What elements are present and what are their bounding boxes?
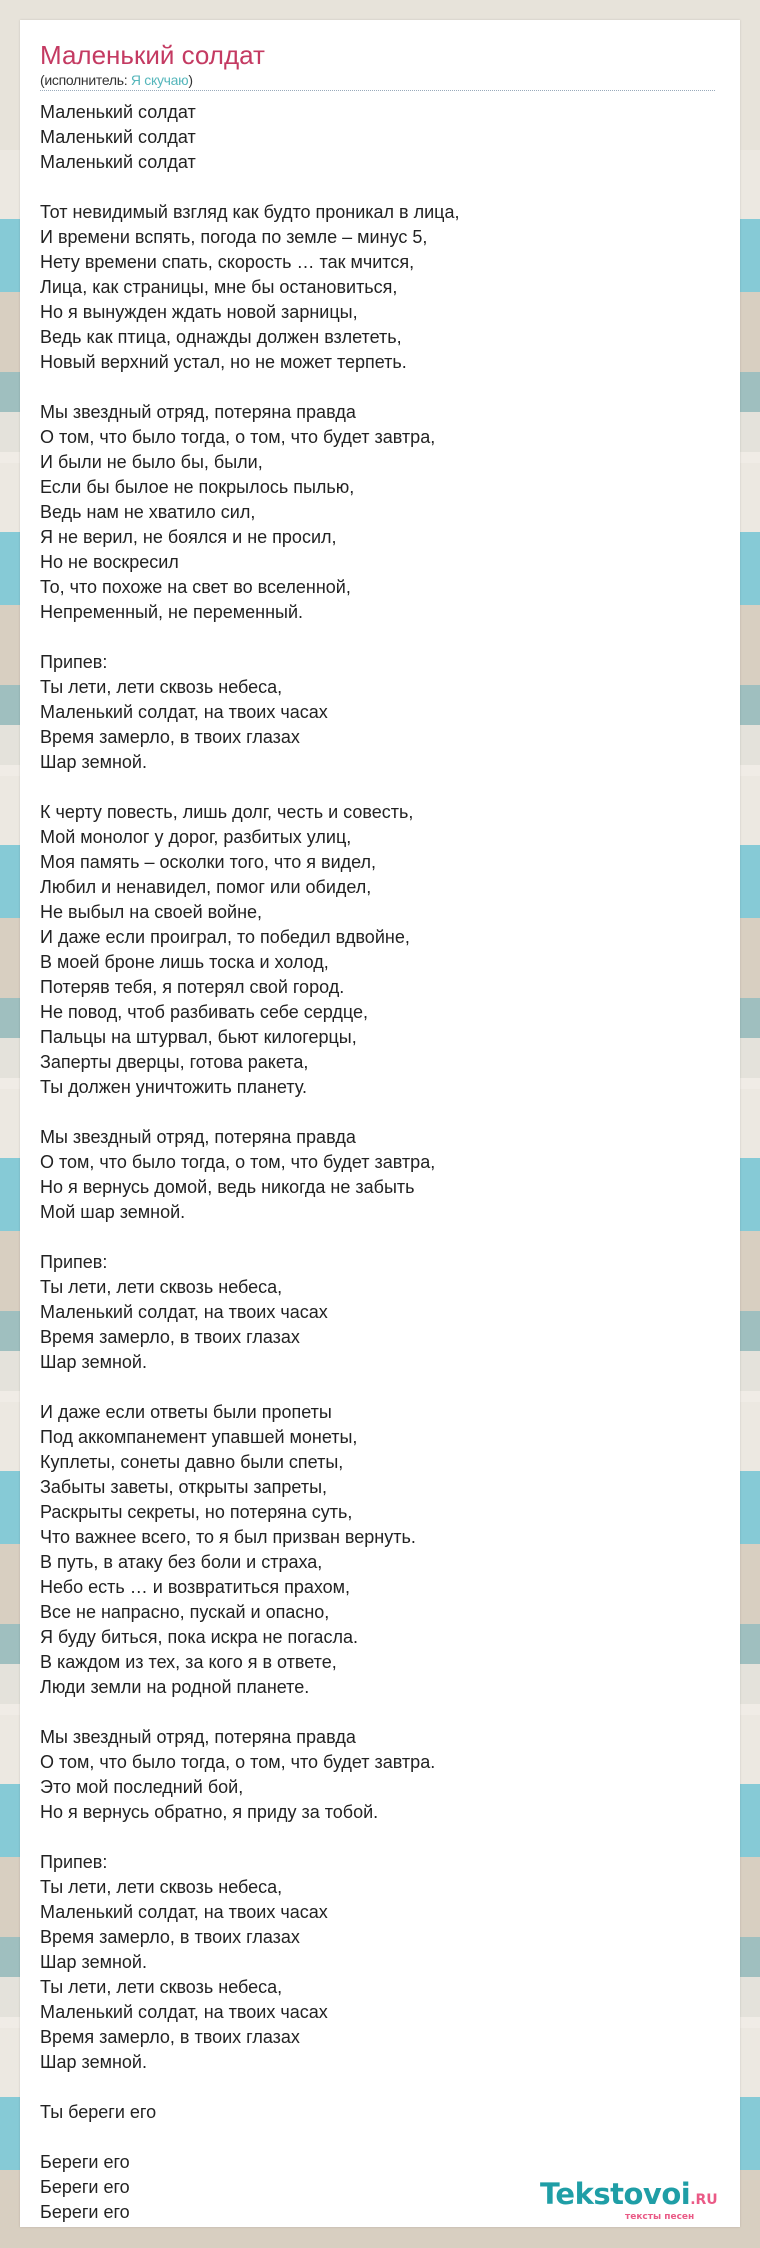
lyric-line: Маленький солдат (40, 102, 196, 122)
lyric-line: Время замерло, в твоих глазах (40, 727, 300, 747)
lyric-line: Ты лети, лети сквозь небеса, (40, 1277, 283, 1297)
lyric-line: Береги его (40, 2177, 130, 2197)
blank-line (40, 775, 460, 800)
lyric-line: Но я вынужден ждать новой зарницы, (40, 302, 358, 322)
lyric-line: Ты лети, лети сквозь небеса, (40, 1877, 283, 1897)
lyric-line: Люди земли на родной планете. (40, 1677, 310, 1697)
lyric-line: Не выбыл на своей войне, (40, 902, 263, 922)
blank-line (40, 175, 460, 200)
blank-line (40, 1225, 460, 1250)
lyric-line: Потеряв тебя, я потерял свой город. (40, 977, 345, 997)
lyric-line: Маленький солдат, на твоих часах (40, 2002, 328, 2022)
logo-wordmark: Tekstovoi (540, 2177, 691, 2211)
lyrics-text (40, 100, 460, 2225)
lyric-line: Но не воскресил (40, 552, 179, 572)
lyric-line: Не повод, чтоб разбивать себе сердце, (40, 1002, 368, 1022)
lyric-line: Мы звездный отряд, потеряна правда (40, 402, 356, 422)
lyric-line: Нету времени спать, скорость … так мчится, (40, 252, 415, 272)
lyric-line: Время замерло, в твоих глазах (40, 1927, 300, 1947)
lyric-line: Маленький солдат, на твоих часах (40, 702, 328, 722)
lyric-line: Я не верил, не боялся и не просил, (40, 527, 337, 547)
artist-line (40, 71, 193, 89)
lyric-line: Что важнее всего, то я был призван вернуть. (40, 1527, 416, 1547)
lyric-line: Под аккомпанемент упавшей монеты, (40, 1427, 358, 1447)
lyric-line: О том, что было тогда, о том, что будет завтра, (40, 1152, 436, 1172)
lyric-line: Небо есть … и возвратиться прахом, (40, 1577, 351, 1597)
lyric-line: Заперты дверцы, готова ракета, (40, 1052, 309, 1072)
lyric-line: Припев: (40, 652, 108, 672)
artist-suffix: ) (188, 72, 193, 88)
blank-line (40, 1825, 460, 1850)
lyric-line: Ты лети, лети сквозь небеса, (40, 677, 283, 697)
lyric-line: И даже если проиграл, то победил вдвойне, (40, 927, 410, 947)
lyric-line: Ты лети, лети сквозь небеса, (40, 1977, 283, 1997)
lyric-line: Тот невидимый взгляд как будто проникал в лица, (40, 202, 460, 222)
lyric-line: Шар земной. (40, 2052, 147, 2072)
blank-line (40, 2075, 460, 2100)
lyric-line: Маленький солдат, на твоих часах (40, 1902, 328, 1922)
lyric-line: Если бы былое не покрылось пылью, (40, 477, 355, 497)
lyric-line: Новый верхний устал, но не может терпеть. (40, 352, 407, 372)
lyric-line: Ты береги его (40, 2102, 157, 2122)
blank-line (40, 1700, 460, 1725)
lyric-line: Припев: (40, 1852, 108, 1872)
lyric-line: Маленький солдат, на твоих часах (40, 1302, 328, 1322)
lyric-line: В моей броне лишь тоска и холод, (40, 952, 329, 972)
lyric-line: Маленький солдат (40, 152, 196, 172)
lyric-line: Моя память – осколки того, что я видел, (40, 852, 377, 872)
lyric-line: О том, что было тогда, о том, что будет завтра, (40, 427, 436, 447)
lyric-line: Раскрыты секреты, но потеряна суть, (40, 1502, 353, 1522)
lyric-line: Время замерло, в твоих глазах (40, 1327, 300, 1347)
lyric-line: Ведь как птица, однажды должен взлететь, (40, 327, 402, 347)
lyric-line: Лица, как страницы, мне бы остановиться, (40, 277, 398, 297)
lyric-line: Береги его (40, 2202, 130, 2222)
lyric-line: Ты должен уничтожить планету. (40, 1077, 307, 1097)
lyrics-card (20, 20, 740, 2227)
lyric-line: Припев: (40, 1252, 108, 1272)
lyric-line: Шар земной. (40, 752, 147, 772)
blank-line (40, 1100, 460, 1125)
lyric-line: Но я вернусь домой, ведь никогда не забыть (40, 1177, 415, 1197)
lyric-line: Маленький солдат (40, 127, 196, 147)
blank-line (40, 375, 460, 400)
lyric-line: Пальцы на штурвал, бьют килогерцы, (40, 1027, 357, 1047)
lyric-line: Мой монолог у дорог, разбитых улиц, (40, 827, 352, 847)
lyric-line: Береги его (40, 2152, 130, 2172)
lyric-line: Время замерло, в твоих глазах (40, 2027, 300, 2047)
lyric-line: Это мой последний бой, (40, 1777, 244, 1797)
artist-prefix: (исполнитель: (40, 72, 131, 88)
lyric-line: И времени вспять, погода по земле – минус 5, (40, 227, 428, 247)
lyric-line: Ведь нам не хватило сил, (40, 502, 256, 522)
lyric-line: Мы звездный отряд, потеряна правда (40, 1127, 356, 1147)
lyric-line: Я буду биться, пока искра не погасла. (40, 1627, 358, 1647)
logo-tld: .RU (690, 2192, 718, 2208)
lyric-line: В путь, в атаку без боли и страха, (40, 1552, 323, 1572)
lyric-line: Все не напрасно, пускай и опасно, (40, 1602, 330, 1622)
lyric-line: К черту повесть, лишь долг, честь и совесть, (40, 802, 414, 822)
artist-link[interactable]: Я скучаю (130, 72, 189, 88)
blank-line (40, 625, 460, 650)
lyric-line: Шар земной. (40, 1352, 147, 1372)
lyric-line: О том, что было тогда, о том, что будет завтра. (40, 1752, 436, 1772)
dotted-divider (40, 90, 715, 91)
lyric-line: Любил и ненавидел, помог или обидел, (40, 877, 372, 897)
lyric-line: Шар земной. (40, 1952, 147, 1972)
lyric-line: Куплеты, сонеты давно были спеты, (40, 1452, 344, 1472)
blank-line (40, 2125, 460, 2150)
blank-line (40, 1375, 460, 1400)
lyric-line: То, что похоже на свет во вселенной, (40, 577, 351, 597)
site-logo[interactable] (540, 2177, 740, 2225)
lyric-line: И были не было бы, были, (40, 452, 263, 472)
lyric-line: Непременный, не переменный. (40, 602, 304, 622)
lyric-line: Но я вернусь обратно, я приду за тобой. (40, 1802, 379, 1822)
lyric-line: В каждом из тех, за кого я в ответе, (40, 1652, 337, 1672)
lyric-line: Забыты заветы, открыты запреты, (40, 1477, 328, 1497)
lyric-line: И даже если ответы были пропеты (40, 1402, 332, 1422)
lyric-line: Мой шар земной. (40, 1202, 186, 1222)
lyric-line: Мы звездный отряд, потеряна правда (40, 1727, 356, 1747)
song-title: Маленький солдат (40, 40, 265, 70)
logo-tagline: тексты песен (625, 2212, 695, 2222)
